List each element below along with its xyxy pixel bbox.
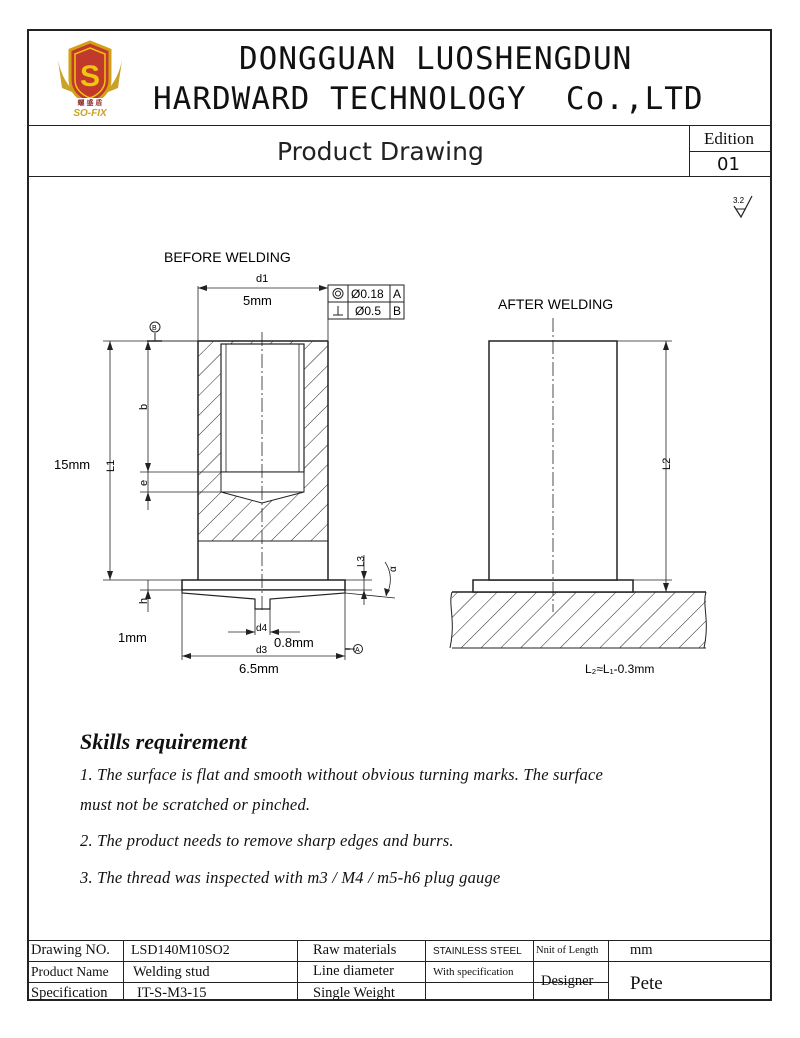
- unit-length-label: Nnit of Length: [536, 945, 599, 956]
- table-row-line-2: [28, 982, 608, 983]
- drawing-no-value: LSD140M10SO2: [131, 943, 230, 958]
- table-col-4: [533, 940, 534, 1000]
- unit-length-value: mm: [630, 942, 653, 958]
- d4-label: d4: [256, 623, 268, 634]
- product-name-label: Product Name: [31, 964, 109, 979]
- d1-label: d1: [256, 273, 269, 285]
- dimension-d4: [228, 609, 314, 650]
- h-value: 1mm: [118, 630, 147, 645]
- specification-value: IT-S-M3-15: [137, 985, 207, 1001]
- l1-value: 15mm: [54, 457, 91, 472]
- logo-chinese: 螺 盛 盾: [77, 100, 103, 107]
- table-top-line: [28, 940, 771, 941]
- skill-item-1-line1: 1. The surface is flat and smooth without obvious turning marks. The surface: [80, 765, 604, 784]
- skills-title: Skills requirement: [80, 729, 247, 754]
- raw-materials-label: Raw materials: [313, 942, 397, 958]
- skill-item-2: 2. The product needs to remove sharp edges and burrs.: [80, 831, 454, 850]
- edition-value: 01: [717, 154, 740, 175]
- page-subtitle: Product Drawing: [277, 137, 484, 166]
- d4-value: 0.8mm: [274, 635, 314, 650]
- dimension-l3: [345, 555, 399, 605]
- datum-b-marker: [147, 322, 198, 341]
- designer-label: Designer: [541, 973, 594, 989]
- stud-after-welding: [450, 318, 706, 648]
- skill-item-1-line2: must not be scratched or pinched.: [80, 795, 311, 814]
- after-welding-label: AFTER WELDING: [498, 296, 614, 312]
- specification-label: Specification: [31, 985, 108, 1001]
- single-weight-label: Single Weight: [313, 985, 395, 1001]
- logo-brand: SO-FIX: [73, 108, 107, 119]
- designer-value: Pete: [630, 973, 663, 994]
- datum-b-label: B: [152, 325, 157, 332]
- roughness-symbol: [733, 196, 752, 217]
- raw-materials-value: STAINLESS STEEL: [433, 946, 522, 957]
- alpha-label: α: [388, 566, 399, 572]
- logo-letter: S: [79, 60, 101, 93]
- roughness-value: 3.2: [733, 196, 745, 205]
- company-name-line2: HARDWARD TECHNOLOGY Co.,LTD: [153, 81, 704, 117]
- dimension-d3: [182, 590, 363, 676]
- table-row-line-1: [28, 961, 771, 962]
- company-name-line1: DONGGUAN LUOSHENGDUN: [239, 41, 633, 77]
- edition-label: Edition: [704, 129, 755, 148]
- skill-item-3: 3. The thread was inspected with m3 / M4 / m5-h6 plug gauge: [80, 868, 501, 887]
- e-label: e: [138, 479, 150, 486]
- table-col-1: [123, 940, 124, 1000]
- dimension-l1: [54, 341, 198, 580]
- l1-label: L1: [105, 459, 117, 472]
- table-col-2: [297, 940, 298, 1000]
- datum-a-label: A: [355, 647, 360, 654]
- d3-value: 6.5mm: [239, 661, 279, 676]
- l2-relation: L₂≈L₁-0.3mm: [585, 662, 655, 676]
- table-col-5: [608, 940, 609, 1000]
- table-col-3: [425, 940, 426, 1000]
- product-name-value: Welding stud: [133, 964, 210, 980]
- dimension-h: [118, 580, 182, 645]
- line-diameter-value: With specification: [433, 966, 514, 978]
- l3-label: L3: [356, 555, 367, 567]
- l2-label: L2: [661, 457, 673, 470]
- tolerance-frame: [328, 285, 404, 319]
- tol2-value: Ø0.5: [355, 304, 382, 318]
- d1-value: 5mm: [243, 293, 272, 308]
- drawing-no-label: Drawing NO.: [31, 942, 110, 958]
- tol1-ref: A: [393, 287, 402, 301]
- tol2-ref: B: [393, 304, 402, 318]
- dimension-d1: [198, 273, 328, 341]
- b-label: b: [138, 403, 150, 410]
- tol1-value: Ø0.18: [351, 287, 384, 301]
- before-welding-label: BEFORE WELDING: [164, 249, 291, 265]
- h-label: h: [138, 597, 150, 604]
- line-diameter-label: Line diameter: [313, 963, 394, 979]
- d3-label: d3: [256, 645, 268, 656]
